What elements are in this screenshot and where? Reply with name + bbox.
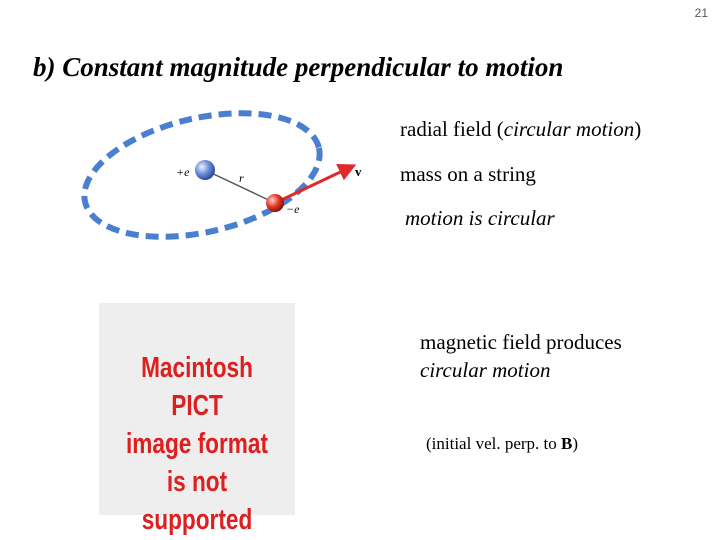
note-prefix: (initial vel. perp. to: [426, 434, 562, 453]
note-b-field: B: [561, 434, 573, 453]
radial-field-close: ): [634, 117, 642, 141]
pict-line-1: Macintosh PICT: [141, 352, 253, 422]
orbit-diagram: [75, 100, 375, 260]
motion-circular-line: motion is circular: [405, 206, 555, 230]
pict-placeholder-image: [99, 303, 295, 536]
pict-line-3: is not supported: [141, 466, 253, 536]
initial-velocity-note: [426, 434, 578, 454]
proton-label: +e: [176, 165, 190, 179]
radial-field-line: [400, 117, 641, 142]
mass-on-string-line: mass on a string: [400, 162, 536, 186]
electron-label: −e: [286, 202, 300, 216]
pict-line-2: image format: [125, 428, 269, 460]
velocity-label: v: [355, 164, 362, 179]
radius-label: r: [239, 171, 244, 185]
radial-field-text: radial field (: [400, 117, 504, 141]
proton: [195, 160, 215, 180]
circular-motion-line: circular motion: [420, 358, 551, 382]
note-suffix: ): [572, 434, 579, 453]
magnetic-field-line: magnetic field produces: [420, 330, 622, 354]
electron: [266, 194, 284, 212]
pict-placeholder-text: [121, 349, 274, 539]
page-number: 21: [694, 6, 708, 20]
slide-title: b) Constant magnitude perpendicular to motion: [33, 52, 564, 82]
circular-motion-text: circular motion: [503, 117, 635, 141]
